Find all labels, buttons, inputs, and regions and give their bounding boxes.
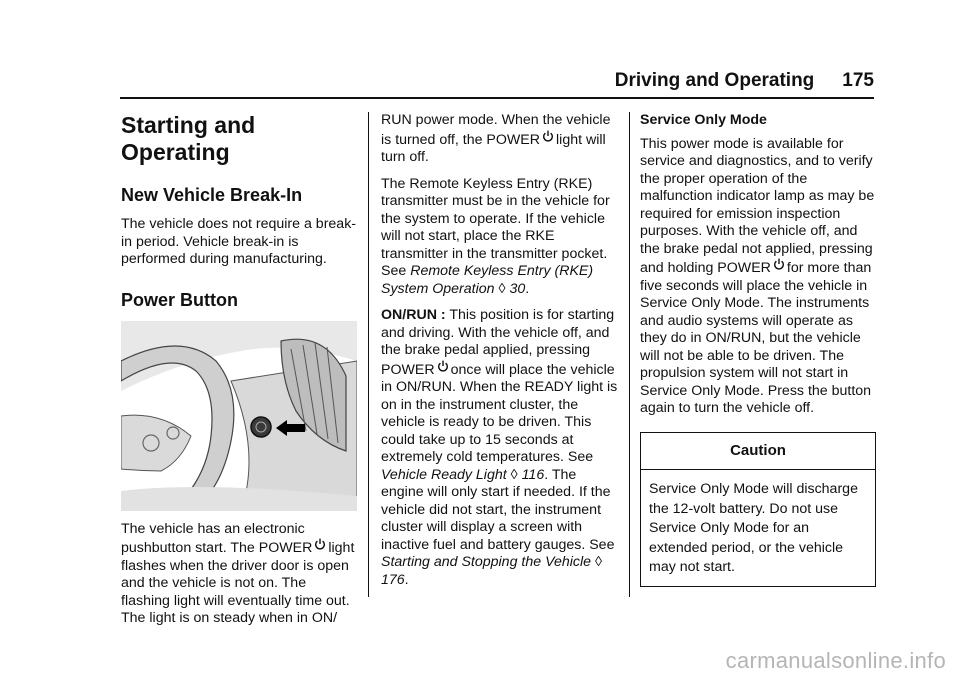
caution-box — [640, 432, 876, 587]
heading-break-in: New Vehicle Break-In — [121, 185, 303, 205]
column-divider-2 — [629, 112, 630, 597]
power-symbol-icon — [542, 130, 554, 142]
ref-icon: ◊ — [498, 280, 506, 297]
column-3 — [640, 112, 876, 587]
power-button-illustration — [121, 321, 357, 511]
ref-icon: ◊ — [510, 466, 518, 483]
paragraph-run-mode: RUN power mode. When the vehicle is turned off, the POWER light will turn off. — [381, 112, 611, 165]
chapter-title: Starting and Operating — [121, 112, 256, 165]
paragraph-break-in: The vehicle does not require a break-in period. Vehicle break-in is performed during manufacturing. — [121, 216, 357, 267]
paragraph-power-button: The vehicle has an electronic pushbutton start. The POWER light flashes when the driver door is open and the vehicle is not on. The flashing light will eventually time out. The light is on steady when in ON/ — [121, 520, 355, 626]
link-starting-stopping[interactable]: Starting and Stopping the Vehicle — [381, 554, 592, 570]
link-rke[interactable]: Remote Keyless Entry (RKE) System Operation — [381, 263, 594, 297]
page-ref[interactable]: 30 — [509, 280, 526, 297]
power-symbol-icon — [437, 360, 449, 372]
watermark: carmanualsonline.info — [725, 648, 946, 673]
page-number: 175 — [842, 70, 874, 91]
power-symbol-icon — [773, 258, 785, 270]
paragraph-on-run: ON/RUN : This position is for starting and driving. With the vehicle off, and the brake pedal applied, pressing POWER once will place the vehicle in ON/RUN. When the READY light is on in the instrument cluster, the vehicle is ready to be driven. This could take up to 15 seconds at extremely cold temperatures. See Vehicle Ready Light ◊ 116. The engine will only start if needed. If the vehicle did not start, the instrument cluster will display a screen with inactive fuel and battery gauges. See Starting and Stopping the Vehicle ◊ 176. — [381, 307, 618, 588]
section-title: Driving and Operating — [614, 70, 815, 91]
header-rule — [120, 97, 874, 99]
caution-text: Service Only Mode will discharge the 12-volt battery. Do not use Service Only Mode for an extended period, or the vehicle may not start. — [649, 481, 858, 575]
running-header — [615, 70, 874, 92]
subheading-service-only-mode: Service Only Mode — [640, 112, 767, 128]
ref-icon: ◊ — [595, 554, 603, 570]
page-ref[interactable]: 176 — [381, 571, 405, 588]
link-ready-light[interactable]: Vehicle Ready Light — [381, 466, 507, 483]
paragraph-service-only-mode: This power mode is available for service and diagnostics, and to verify the proper operation of the malfunction indicator lamp as may be required for emission inspection purposes. With the vehicle off, and the brake pedal not applied, pressing and holding POWER for more than five seconds will place the vehicle in Service Only Mode. The instruments and audio systems will operate as they do in ON/RUN, but the vehicle will not be able to be driven. The propulsion system will not start in Service Only Mode. Press the button again to turn the vehicle off. — [640, 135, 875, 416]
column-1 — [121, 112, 357, 637]
column-divider-1 — [368, 112, 369, 597]
heading-power-button: Power Button — [121, 289, 238, 310]
caution-title: Caution — [641, 433, 875, 471]
power-symbol-icon — [314, 538, 326, 550]
column-2 — [381, 112, 619, 598]
term-on-run: ON/RUN : — [381, 307, 446, 323]
page-ref[interactable]: 116 — [521, 466, 545, 483]
paragraph-rke: The Remote Keyless Entry (RKE) transmitter must be in the vehicle for the system to operate. If the vehicle will not start, place the RKE transmitter in the transmitter pocket. See Remote Keyless Entry (RKE) System Operation ◊ 30. — [381, 175, 610, 297]
